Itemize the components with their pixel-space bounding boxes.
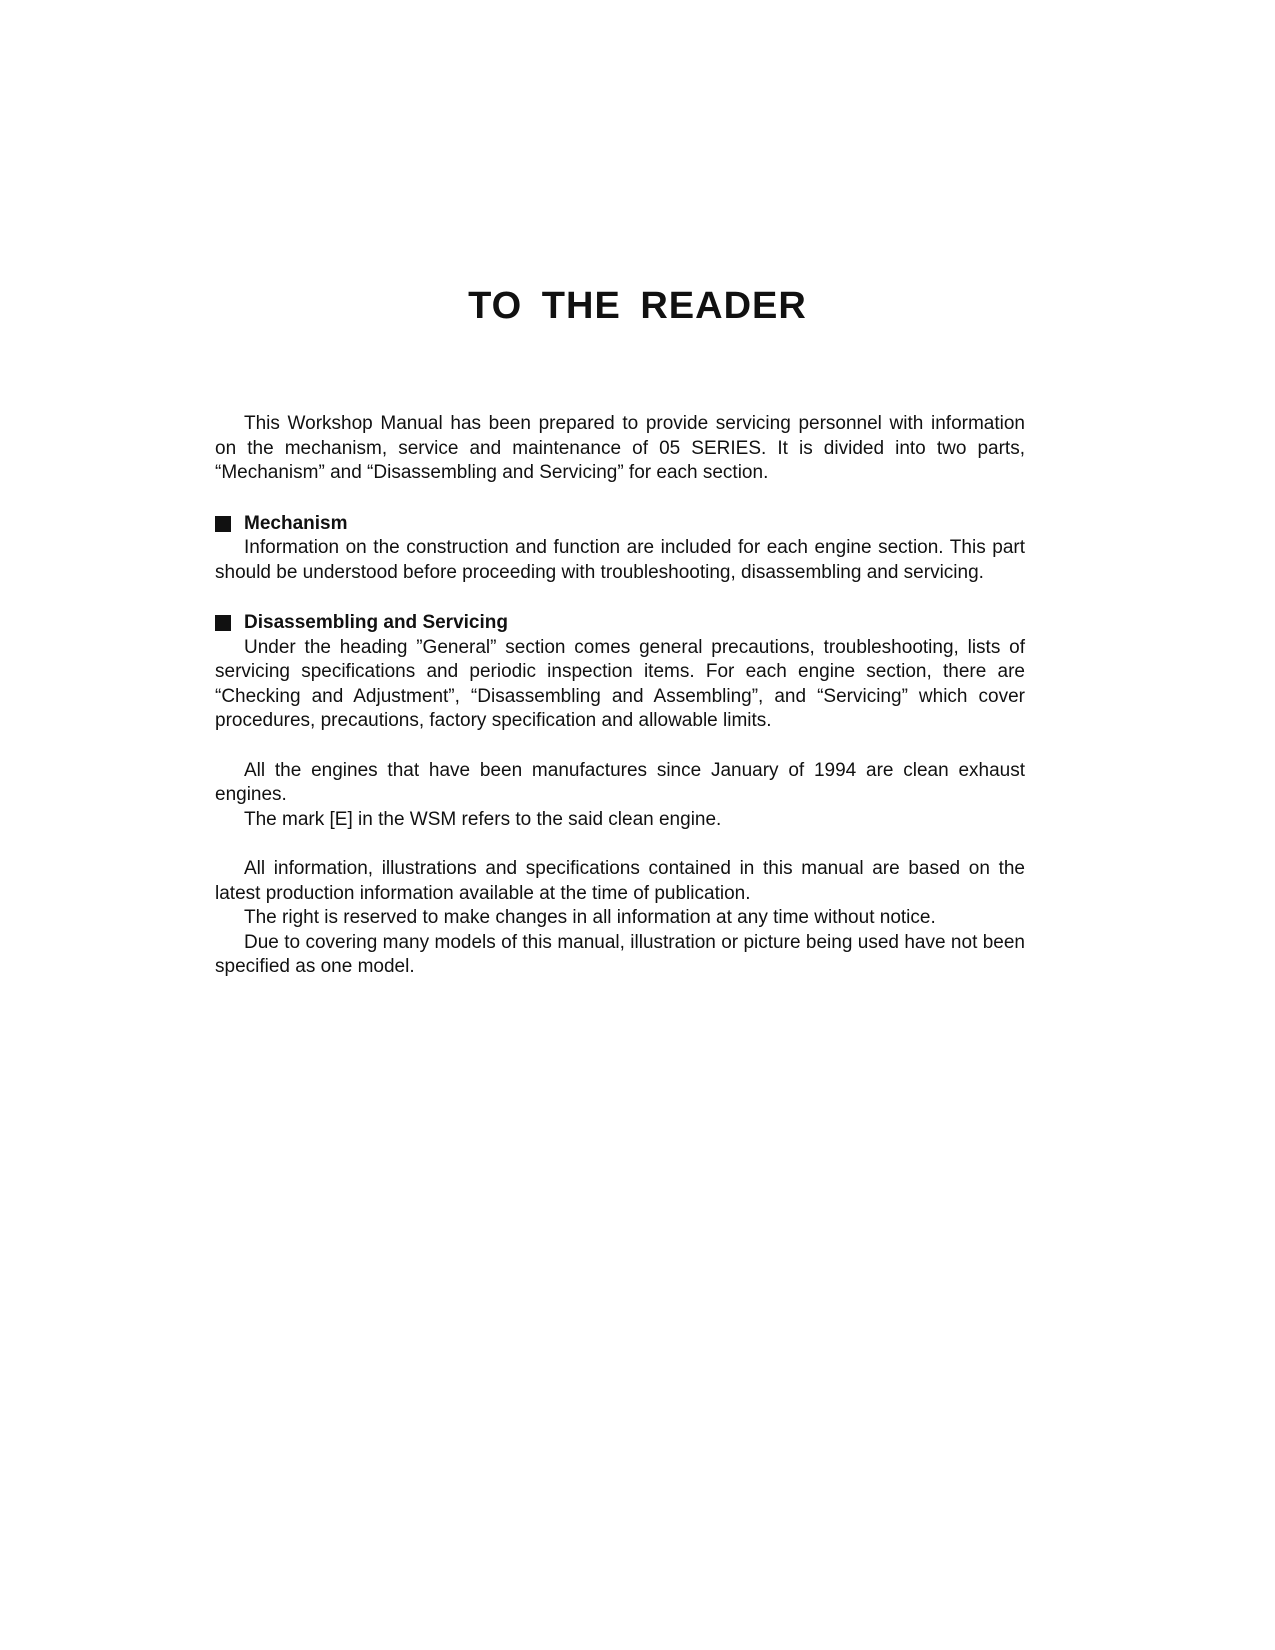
section-heading xyxy=(215,611,1025,636)
intro-paragraph: This Workshop Manual has been prepared to provide servicing personnel with information on the mechanism, service and maintenance of 05 SERIES. It is divided into two parts, “Mechanism” and “Disassembling and Servicing” for each section. xyxy=(215,413,1025,483)
section-mechanism xyxy=(215,512,1025,586)
section-disassembling-servicing xyxy=(215,611,1025,734)
section-heading xyxy=(215,512,1025,537)
square-bullet-icon xyxy=(215,516,231,532)
models-note: Due to covering many models of this manual, illustration or picture being used have not been specified as one model. xyxy=(215,931,1025,977)
clean-engines-note: All the engines that have been manufactures since January of 1994 are clean exhaust engines. xyxy=(215,759,1025,805)
section-heading-label: Mechanism xyxy=(244,512,348,534)
information-note: All information, illustrations and specifications contained in this manual are based on the latest production information available at the time of publication. xyxy=(215,858,1025,904)
page-title: TO THE READER xyxy=(468,285,807,327)
rights-note: The right is reserved to make changes in all information at any time without notice. xyxy=(244,907,936,928)
square-bullet-icon xyxy=(215,615,231,631)
mark-note: The mark [E] in the WSM refers to the said clean engine. xyxy=(244,808,722,830)
section-heading-label: Disassembling and Servicing xyxy=(244,612,508,633)
section-body: Under the heading ”General” section comes general precautions, troubleshooting, lists of servicing specifications and periodic inspection items. For each engine section, there are “Checking and Adjustment”, “Disassembling and Assembling”, and “Servicing” which cover procedures, precautions, factory specification and allowable limits. xyxy=(215,636,1025,731)
document-body xyxy=(215,412,1025,980)
section-body: Information on the construction and function are included for each engine section. This part should be understood before proceeding with troubleshooting, disassembling and servicing. xyxy=(215,537,1025,583)
